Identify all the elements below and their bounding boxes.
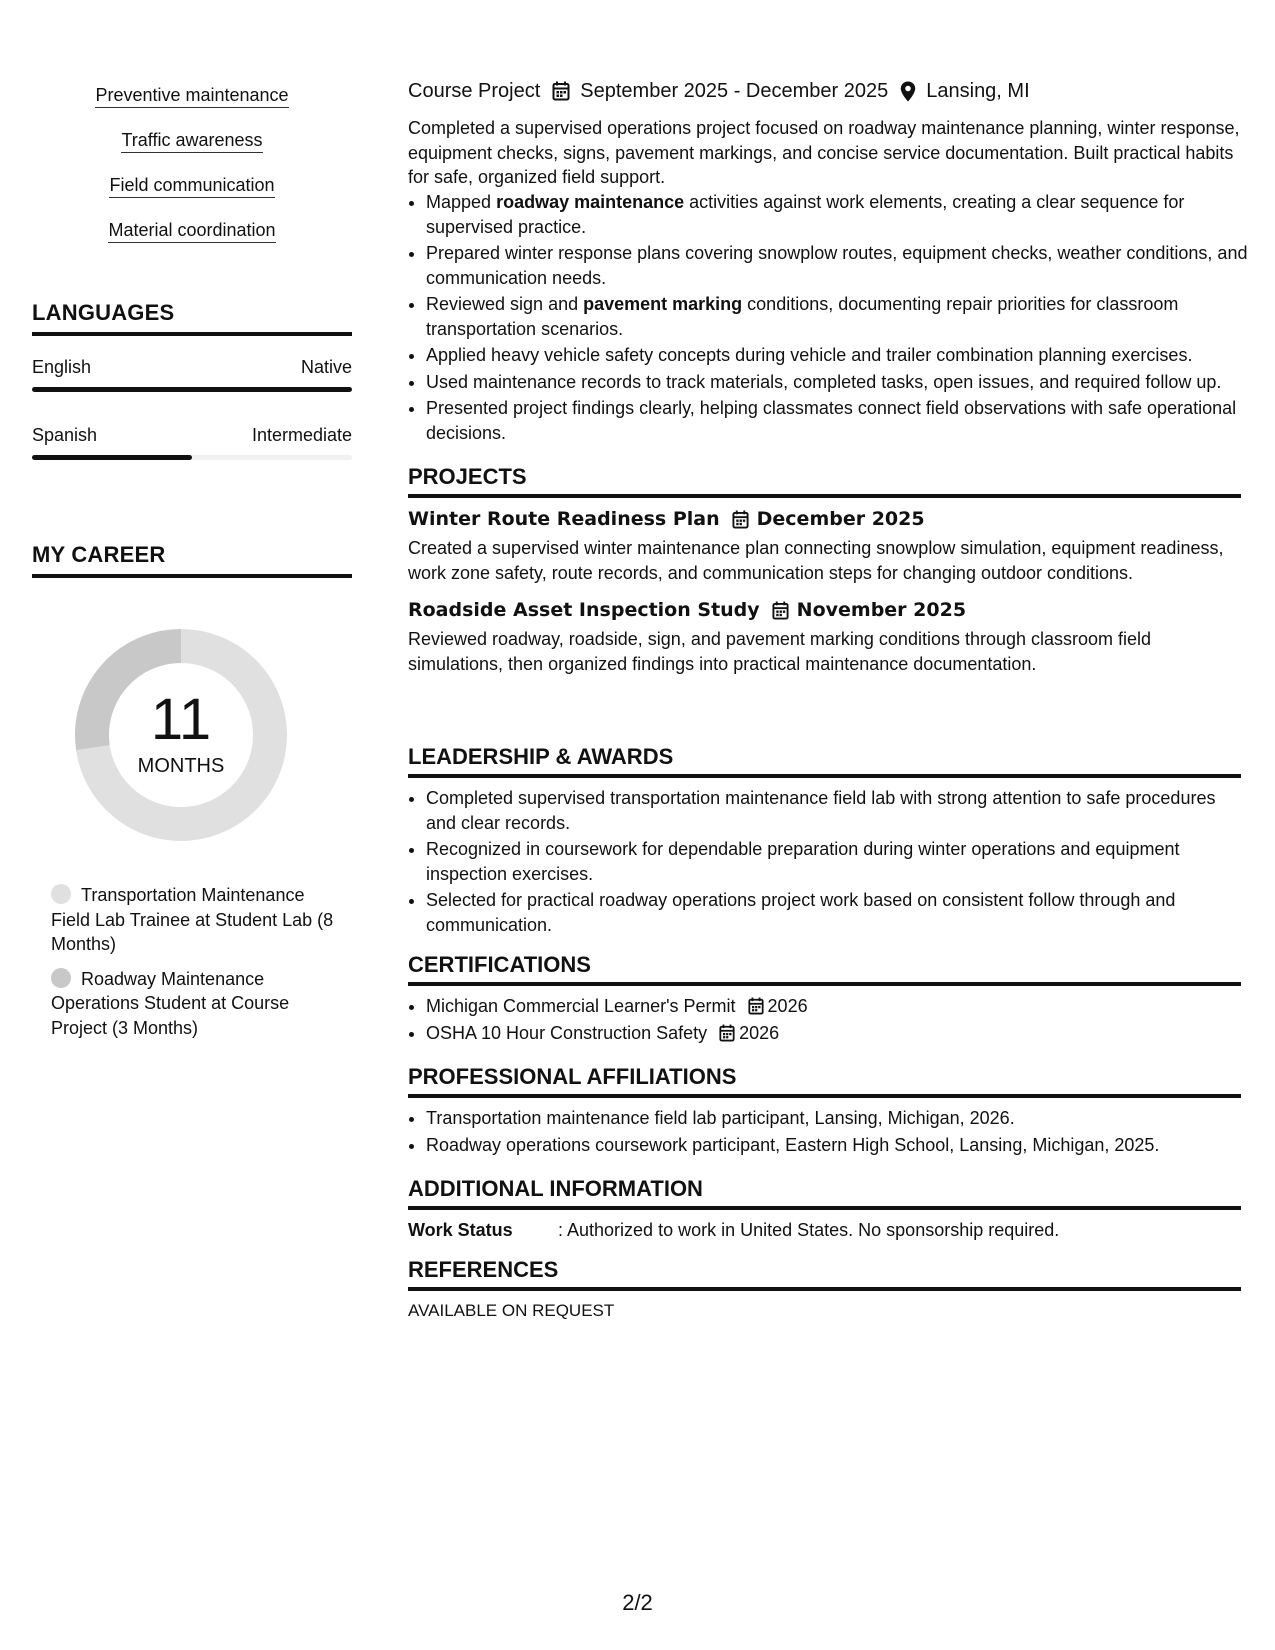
career-item-text: Transportation Maintenance Field Lab Trainee at Student Lab (8 Months): [51, 885, 334, 954]
leadership-item: • Completed supervised transportation maintenance field lab with strong attention to safe procedures and clear records.: [426, 786, 1241, 835]
leadership-heading: LEADERSHIP & AWARDS: [408, 744, 1241, 778]
calendar-icon: [748, 997, 764, 1015]
project-title: Winter Route Readiness Plan: [408, 508, 720, 530]
project-date: November 2025: [796, 599, 967, 621]
project-date: December 2025: [756, 508, 925, 530]
bullet-text: Prepared winter response plans covering snowplow routes, equipment checks, weather conditions, and communication needs.: [426, 243, 1248, 288]
language-name: English: [32, 357, 92, 377]
language-level: Intermediate: [251, 425, 352, 445]
leadership-item: • Recognized in coursework for dependable preparation during winter operations and equipment inspection exercises.: [426, 837, 1241, 886]
leadership-section: [408, 744, 1241, 939]
legend-dot: [51, 884, 71, 904]
course-bullet-list: [408, 190, 1259, 447]
bullet-text: Used maintenance records to track materials, completed tasks, open issues, and required follow up.: [426, 371, 1222, 392]
career-total-months: 11: [150, 687, 212, 752]
certifications-heading: CERTIFICATIONS: [408, 952, 1241, 986]
references-heading: REFERENCES: [408, 1257, 1241, 1291]
language-name: Spanish: [32, 425, 98, 445]
career-donut-chart: [66, 620, 296, 850]
language-level: Native: [300, 357, 352, 377]
language-level-bar: [32, 455, 352, 460]
project-description: Reviewed roadway, roadside, sign, and pavement marking conditions through classroom field simulations, then organized findings into practical maintenance documentation.: [408, 629, 1152, 674]
location-pin-icon: [900, 81, 916, 102]
course-bullet-item: [426, 343, 1259, 368]
certification-name: • OSHA 10 Hour Construction Safety: [426, 1022, 708, 1043]
skill-label: Field communication: [109, 174, 274, 198]
affiliation-item: • Roadway operations coursework participant, Eastern High School, Lansing, Michigan, 2025.: [426, 1133, 1241, 1158]
bullet-text: Applied heavy vehicle safety concepts during vehicle and trailer combination planning exercises.: [426, 345, 1193, 365]
calendar-icon: [732, 510, 749, 529]
course-org: Course Project: [408, 80, 541, 102]
project-description: Created a supervised winter maintenance plan connecting snowplow simulation, equipment readiness, work zone safety, route records, and communication steps for changing outdoor conditions.: [408, 538, 1224, 583]
references-section: [408, 1257, 1241, 1321]
language-item: [32, 356, 352, 392]
language-level-fill: [32, 387, 352, 392]
certifications-section: [408, 952, 1241, 1047]
languages-section: [32, 300, 352, 460]
calendar-icon: [552, 81, 570, 101]
leadership-item: • Selected for practical roadway operations project work based on consistent follow through and communication.: [426, 888, 1241, 937]
bullet-emphasis: roadway maintenance: [496, 192, 685, 212]
career-heading: MY CAREER: [32, 542, 352, 578]
page-number: 2/2: [622, 1590, 653, 1615]
course-dates: September 2025 - December 2025: [580, 80, 889, 102]
course-location: Lansing, MI: [926, 80, 1030, 102]
course-description: Completed a supervised operations project focused on roadway maintenance planning, winter response, equipment checks, signs, pavement markings, and concise service documentation. Built practical habits for safe, organized field support.: [408, 118, 1240, 187]
calendar-icon: [772, 601, 789, 620]
certification-item: [426, 1021, 1241, 1046]
career-section: [32, 542, 352, 1050]
skill-label: Preventive maintenance: [95, 84, 288, 108]
bullet-text: Presented project findings clearly, helping classmates connect field observations with safe operational decisions.: [426, 398, 1237, 443]
certification-year: 2026: [739, 1022, 780, 1043]
project-title-row: [408, 508, 1241, 530]
language-level-bar: [32, 387, 352, 392]
additional-section: [408, 1176, 1241, 1242]
additional-heading: ADDITIONAL INFORMATION: [408, 1176, 1241, 1210]
bullet-text: Mapped: [426, 192, 497, 212]
calendar-icon: [719, 1024, 735, 1042]
course-header: [408, 78, 1030, 104]
certification-year: 2026: [767, 996, 808, 1016]
bullet-text: activities against work elements, creating a clear sequence for supervised practice.: [426, 192, 1185, 237]
projects-section: [408, 464, 1241, 676]
career-legend-item: [51, 883, 341, 957]
references-text: AVAILABLE ON REQUEST: [408, 1301, 615, 1320]
career-legend-item: [51, 967, 341, 1041]
course-bullet-item: [426, 190, 1259, 239]
career-item-text: Roadway Maintenance Operations Student at Course Project (3 Months): [51, 968, 290, 1038]
skill-item: [32, 219, 352, 264]
skill-label: Traffic awareness: [121, 129, 262, 153]
projects-heading: PROJECTS: [408, 464, 1241, 498]
skills-list: [32, 84, 352, 264]
skill-item: [32, 174, 352, 219]
project-title-row: [408, 599, 1241, 621]
certifications-list: [408, 994, 1241, 1045]
certification-item: [426, 994, 1241, 1019]
skill-item: [32, 84, 352, 129]
language-item: [32, 424, 352, 460]
affiliation-item: • Transportation maintenance field lab participant, Lansing, Michigan, 2026.: [426, 1106, 1241, 1131]
course-bullet-item: [426, 241, 1259, 290]
bullet-text: Reviewed sign and: [426, 294, 584, 314]
work-status-row: [408, 1218, 1241, 1242]
legend-dot: [51, 968, 71, 988]
languages-heading: LANGUAGES: [32, 300, 352, 336]
language-level-fill: [32, 455, 192, 460]
affiliations-list: [408, 1106, 1241, 1157]
skill-label: Material coordination: [108, 219, 275, 243]
bullet-emphasis: pavement marking: [583, 294, 743, 314]
project-title: Roadside Asset Inspection Study: [408, 599, 760, 621]
career-legend: [51, 883, 341, 1040]
course-bullet-item: [426, 292, 1259, 341]
course-bullet-item: [426, 370, 1259, 395]
career-months-label: MONTHS: [137, 755, 225, 777]
skill-item: [32, 129, 352, 174]
work-status-label: Work Status: [408, 1220, 513, 1240]
bullet-text: conditions, documenting repair priorities for classroom transportation scenarios.: [426, 294, 1179, 339]
course-bullet-item: [426, 396, 1259, 445]
affiliations-heading: PROFESSIONAL AFFILIATIONS: [408, 1064, 1241, 1098]
certification-name: • Michigan Commercial Learner's Permit: [426, 996, 736, 1016]
work-status-value: : Authorized to work in United States. No sponsorship required.: [558, 1220, 1060, 1240]
affiliations-section: [408, 1064, 1241, 1159]
leadership-list: [408, 786, 1241, 937]
